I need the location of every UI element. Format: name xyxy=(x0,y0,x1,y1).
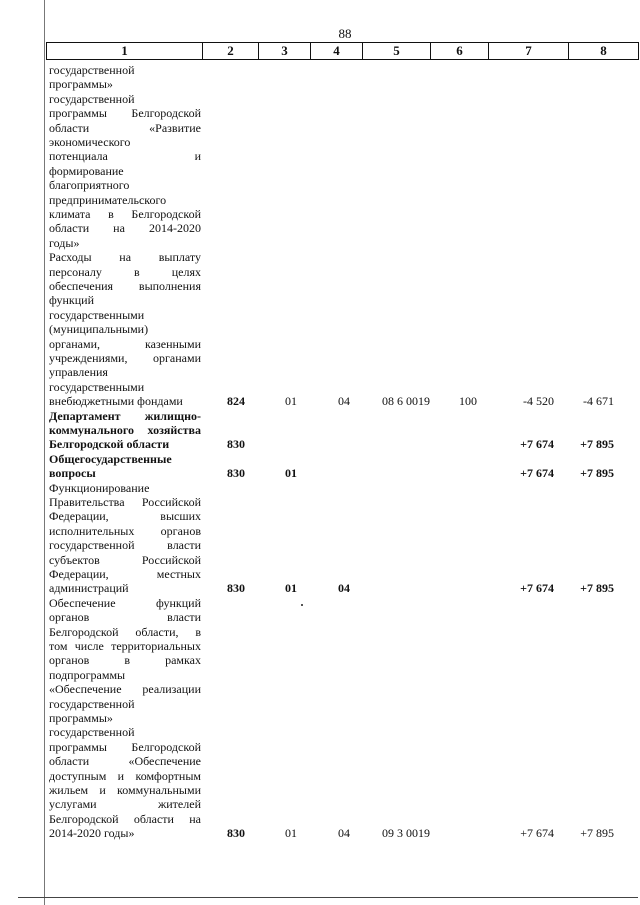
row-value-col-3: 01 xyxy=(285,466,297,481)
row-value-col-4: 04 xyxy=(338,826,350,841)
description-line: субъектов Российской xyxy=(49,552,201,567)
description-line: вопросы xyxy=(49,466,96,481)
row-value-col-7: -4 520 xyxy=(523,394,554,409)
description-line: органами, казенными xyxy=(49,336,201,351)
page-number: 88 xyxy=(338,26,352,41)
description-line: Функционирование xyxy=(49,480,150,495)
row-description xyxy=(49,596,201,841)
description-line: Федерации, местных xyxy=(49,567,201,582)
description-line: государственной xyxy=(49,63,135,77)
description-line: климата в Белгородской xyxy=(49,207,201,222)
description-line: области «Развитие xyxy=(49,120,201,135)
header-col-7: 7 xyxy=(489,43,569,60)
description-line: государственной xyxy=(49,725,135,740)
scan-speck xyxy=(301,604,303,606)
bottom-rule xyxy=(18,897,638,898)
header-col-1: 1 xyxy=(47,43,203,60)
description-line: 2014-2020 годы» xyxy=(49,826,135,841)
header-col-8: 8 xyxy=(569,43,639,60)
description-line: органов в рамках xyxy=(49,653,201,668)
row-value-col-7: +7 674 xyxy=(520,466,554,481)
row-description xyxy=(49,481,201,596)
row-value-col-8: -4 671 xyxy=(583,394,614,409)
description-line: администраций xyxy=(49,581,129,596)
description-line: государственными xyxy=(49,379,145,394)
description-line: экономического xyxy=(49,135,131,150)
row-value-col-8: +7 895 xyxy=(580,581,614,596)
description-line: внебюджетными фондами xyxy=(49,394,183,409)
description-line: Департамент жилищно- xyxy=(49,408,201,423)
description-line: Федерации, высших xyxy=(49,509,201,524)
row-value-col-5: 09 3 0019 xyxy=(382,826,430,841)
description-line: государственной xyxy=(49,91,135,106)
row-value-col-5: 08 6 0019 xyxy=(382,394,430,409)
description-line: подпрограммы xyxy=(49,667,126,682)
description-line: государственными xyxy=(49,307,145,322)
description-line: годы» xyxy=(49,235,80,250)
description-line: управления xyxy=(49,365,108,380)
header-col-3: 3 xyxy=(259,43,311,60)
row-value-col-6: 100 xyxy=(459,394,477,409)
description-line: исполнительных органов xyxy=(49,523,201,538)
row-value-col-8: +7 895 xyxy=(580,466,614,481)
row-value-col-2: 824 xyxy=(227,394,245,409)
description-line: предпринимательского xyxy=(49,192,167,207)
description-line: программы Белгородской xyxy=(49,739,201,754)
description-line: государственной власти xyxy=(49,538,201,553)
header-col-4: 4 xyxy=(311,43,363,60)
description-line: Белгородской области xyxy=(49,437,170,452)
description-line: персоналу в целях xyxy=(49,264,201,279)
description-line: обеспечения выполнения xyxy=(49,279,201,293)
description-line: доступным и комфортным xyxy=(49,768,201,783)
row-description xyxy=(49,409,201,452)
description-line: услугами жителей xyxy=(49,797,201,812)
description-line: программы» xyxy=(49,711,113,726)
description-line: функций xyxy=(49,293,94,308)
description-line: «Обеспечение реализации xyxy=(49,682,201,697)
description-line: том числе территориальных xyxy=(49,639,201,654)
row-value-col-7: +7 674 xyxy=(520,581,554,596)
row-value-col-2: 830 xyxy=(227,437,245,452)
description-line: государственной xyxy=(49,696,135,711)
description-line: формирование xyxy=(49,163,124,178)
row-value-col-8: +7 895 xyxy=(580,826,614,841)
description-line: (муниципальными) xyxy=(49,322,149,337)
row-value-col-3: 01 xyxy=(285,581,297,596)
row-value-col-7: +7 674 xyxy=(520,437,554,452)
description-line: Расходы на выплату xyxy=(49,250,201,265)
description-line: жильем и коммунальными xyxy=(49,783,201,798)
description-line: программы Белгородской xyxy=(49,106,201,121)
row-value-col-2: 830 xyxy=(227,826,245,841)
description-line: Правительства Российской xyxy=(49,495,201,509)
description-line: органов власти xyxy=(49,610,201,625)
header-col-5: 5 xyxy=(363,43,431,60)
description-line: области на 2014-2020 xyxy=(49,221,201,236)
row-value-col-2: 830 xyxy=(227,466,245,481)
header-col-2: 2 xyxy=(203,43,259,60)
description-line: области «Обеспечение xyxy=(49,754,201,769)
description-line: Белгородской области на xyxy=(49,811,201,826)
row-description xyxy=(49,452,201,481)
row-description xyxy=(49,250,201,408)
description-line: Белгородской области, в xyxy=(49,624,201,639)
description-line: учреждениями, органами xyxy=(49,351,201,366)
row-value-col-4: 04 xyxy=(338,394,350,409)
description-line: потенциала и xyxy=(49,149,201,164)
row-value-col-4: 04 xyxy=(338,581,350,596)
row-value-col-8: +7 895 xyxy=(580,437,614,452)
table-header xyxy=(46,42,639,60)
description-line: Обеспечение функций xyxy=(49,595,201,610)
description-line: Общегосударственные xyxy=(49,451,172,466)
row-value-col-3: 01 xyxy=(285,394,297,409)
row-description xyxy=(49,63,201,250)
row-value-col-7: +7 674 xyxy=(520,826,554,841)
description-line: благоприятного xyxy=(49,178,130,193)
row-value-col-3: 01 xyxy=(285,826,297,841)
description-line: программы» xyxy=(49,77,113,92)
header-col-6: 6 xyxy=(431,43,489,60)
row-value-col-2: 830 xyxy=(227,581,245,596)
description-line: коммунального хозяйства xyxy=(49,423,201,437)
